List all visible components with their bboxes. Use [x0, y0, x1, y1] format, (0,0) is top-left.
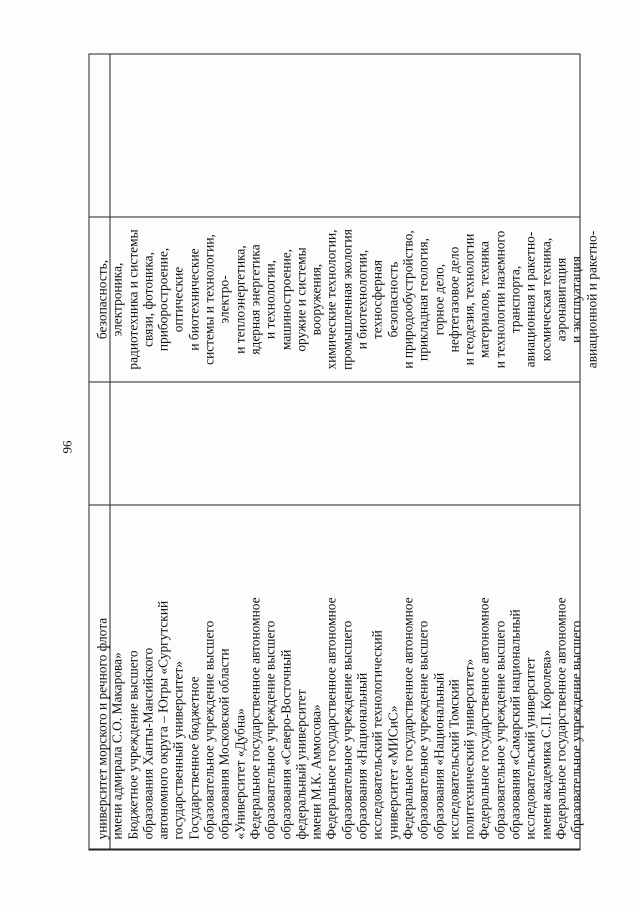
direction-line: связи, фотоника,: [140, 252, 156, 347]
organization-line: государственный университет»: [170, 661, 186, 840]
organization-line: образования «Самарский национальный: [507, 609, 523, 840]
direction-line: транспорта,: [507, 265, 523, 334]
direction-line: техносферная: [369, 259, 385, 340]
direction-line: электроника,: [109, 262, 125, 337]
direction-line: машиностроение,: [278, 248, 294, 351]
direction-line: горное дело,: [431, 263, 447, 336]
data-table: [89, 54, 599, 851]
direction-line: и природообустройство,: [400, 230, 416, 369]
organization-line: исследовательский университет: [522, 657, 538, 840]
organization-line: образования «Северо-Восточный: [278, 649, 294, 840]
direction-line: материалов, техника: [476, 241, 492, 358]
direction-line: радиотехника и системы: [125, 229, 141, 370]
direction-line: прикладная геология,: [415, 238, 431, 361]
organization-line: Федеральное государственное автономное: [247, 597, 263, 840]
organization-line: образования Ханты-Мансийского: [140, 647, 156, 840]
organization-line: политехнический университет»: [461, 658, 477, 840]
organization-line: Бюджетное учреждение высшего: [125, 650, 141, 840]
direction-line: и биотехнические: [186, 248, 202, 351]
organization-line: имени адмирала С.О. Макарова»: [109, 652, 125, 840]
table-column-divider: [90, 849, 580, 850]
organization-line: образования «Национальный: [431, 672, 447, 840]
page-number: 96: [59, 440, 75, 454]
organization-line: «Университет «Дубна»: [232, 708, 248, 840]
direction-line: оптические: [170, 266, 186, 333]
direction-line: авиационной и ракетно-: [584, 230, 599, 369]
direction-line: безопасность,: [94, 259, 110, 340]
direction-line: авиационная и ракетно-: [522, 231, 538, 368]
rotated-page-content: [41, 34, 601, 871]
direction-line: оружие и системы: [293, 247, 309, 352]
direction-line: и технологии,: [262, 259, 278, 340]
organization-line: образования «Национальный: [354, 672, 370, 840]
direction-line: и теплоэнергетика,: [232, 245, 248, 354]
direction-line: системы и технологии,: [201, 234, 217, 365]
direction-line: химические технологии,: [323, 229, 339, 370]
organizations-cell: [94, 510, 584, 840]
direction-line: безопасность: [385, 261, 401, 338]
organization-line: университет «МИСиС»: [385, 705, 401, 840]
organization-line: Государственное бюджетное: [186, 676, 202, 840]
direction-line: нефтегазовое дело: [446, 246, 462, 353]
organization-line: федеральный университет: [293, 689, 309, 840]
table-column-divider: [90, 382, 580, 383]
organization-line: университет морского и речного флота: [94, 617, 110, 840]
organization-line: исследовательский технологический: [369, 630, 385, 840]
organization-line: имени М.К. Аммосова»: [308, 704, 324, 840]
direction-line: электро-: [216, 275, 232, 324]
organization-line: исследовательский Томский: [446, 679, 462, 840]
organization-line: образовательное учреждение высшего: [492, 620, 508, 840]
organization-line: автономного округа – Югры «Сургутский: [155, 600, 171, 840]
organization-line: образования Московской области: [216, 648, 232, 840]
organization-line: Федеральное государственное автономное: [400, 597, 416, 840]
organization-line: образовательное учреждение высшего: [568, 620, 584, 840]
directions-cell: [94, 220, 599, 380]
organization-line: образовательное учреждение высшего: [201, 620, 217, 840]
direction-line: космическая техника,: [538, 237, 554, 362]
direction-line: и биотехнологии,: [354, 249, 370, 350]
organization-line: Федеральное государственное автономное: [553, 597, 569, 840]
organization-line: имени академика С.П. Королева»: [538, 649, 554, 840]
table-column-divider: [90, 505, 580, 506]
direction-line: аэронавигация: [553, 257, 569, 342]
direction-line: и эксплуатация: [568, 256, 584, 343]
organization-line: Федеральное государственное автономное: [476, 597, 492, 840]
organization-line: образовательное учреждение высшего: [415, 620, 431, 840]
direction-line: промышленная экология: [339, 229, 355, 370]
direction-line: приборостроение,: [155, 247, 171, 352]
organization-line: образовательное учреждение высшего: [339, 620, 355, 840]
direction-line: и геодезия, технологии: [461, 233, 477, 366]
organization-line: Федеральное государственное автономное: [323, 597, 339, 840]
direction-line: и технологии наземного: [492, 230, 508, 369]
organization-line: образовательное учреждение высшего: [262, 620, 278, 840]
direction-line: вооружения,: [308, 263, 324, 336]
direction-line: ядерная энергетика: [247, 244, 263, 355]
table-column-divider: [90, 217, 580, 218]
